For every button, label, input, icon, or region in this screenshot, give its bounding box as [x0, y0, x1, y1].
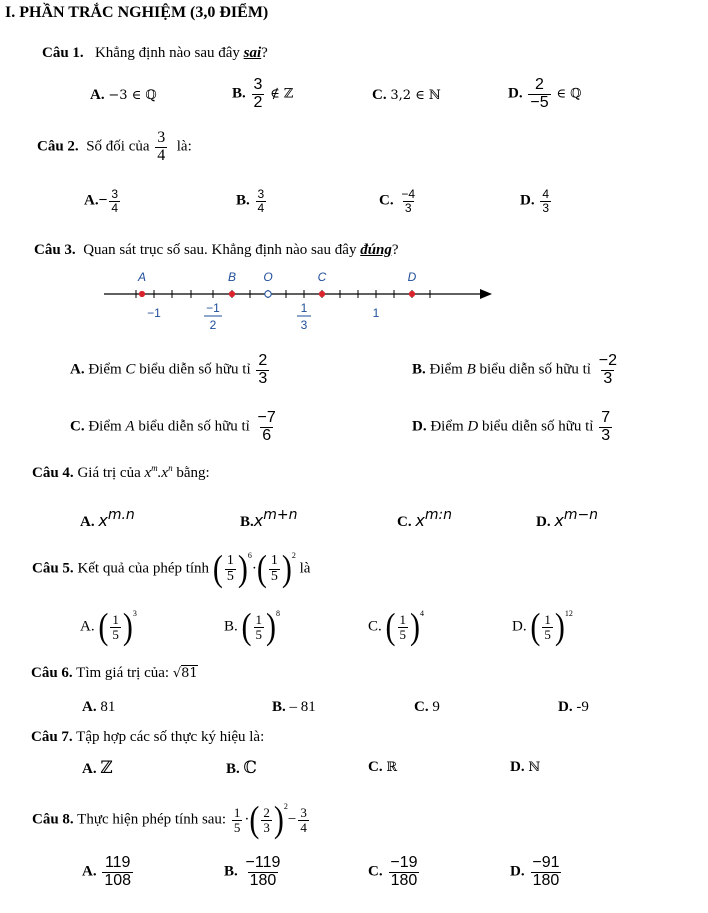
- fraction: $\frac{1}{5}$: [233, 804, 241, 835]
- power-expression: ( $\frac{1}{5}$ ) $^4$: [385, 605, 425, 647]
- q6-option-a[interactable]: A. 81: [82, 699, 116, 715]
- point-label-B: B: [227, 270, 237, 284]
- power-expression: ( $\frac{1}{5}$ ) $^3$: [98, 605, 137, 647]
- q6-option-d[interactable]: D. -9: [558, 699, 589, 715]
- point-marker-D: [409, 291, 414, 296]
- power-expression: ( $\frac{1}{5}$ ) $^{12}$: [530, 605, 573, 647]
- q3-stem: Câu 3. Quan sát trục số sau. Khẳng định nào sau đây đúng?: [34, 242, 399, 258]
- q7-label: Câu 7.: [31, 729, 73, 745]
- point-marker-C: [319, 291, 324, 296]
- q4-label: Câu 4.: [32, 465, 74, 481]
- q1-option-a[interactable]: A. −3 ∈ ℚ: [90, 87, 157, 103]
- point-marker-O: [265, 291, 271, 297]
- q5-option-a[interactable]: A. ( $\frac{1}{5}$ ) $^3$: [80, 605, 137, 647]
- tick-label-minus-one: −1: [147, 306, 161, 320]
- q8-option-d[interactable]: D. $\frac{-91}{180}$: [510, 854, 560, 889]
- q2-stem: Câu 2. Số đối của $\frac{3}{4}$ là:: [37, 129, 192, 164]
- fraction: $\frac{3}{4}$: [257, 187, 265, 215]
- q5-label: Câu 5.: [32, 560, 74, 577]
- q1-label: Câu 1.: [42, 45, 84, 61]
- q6-option-b[interactable]: B. – 81: [272, 699, 316, 715]
- fraction: $\frac{-91}{180}$: [532, 854, 560, 889]
- fraction: $\frac{3}{4}$: [111, 187, 119, 215]
- q4-option-b[interactable]: $B.x^{m+n}$: [240, 507, 298, 530]
- q8-option-b[interactable]: B. $\frac{-119}{180}$: [224, 854, 281, 889]
- sqrt-expression: √81: [172, 666, 198, 681]
- fraction: $\frac{2}{3}$: [258, 352, 268, 387]
- point-marker-B: [229, 291, 234, 296]
- power-expression: ( $\frac{1}{5}$ ) $^8$: [241, 605, 281, 647]
- tick-label-half-den: 2: [209, 318, 217, 332]
- q7-stem: Câu 7. Tập hợp các số thực ký hiệu là:: [31, 729, 265, 745]
- fraction: $\frac{-2}{3}$: [598, 352, 617, 387]
- q7-option-b[interactable]: B. ℂ: [226, 758, 258, 778]
- q6-label: Câu 6.: [31, 665, 73, 681]
- fraction: $\frac{7}{3}$: [601, 409, 611, 444]
- q5-option-c[interactable]: C. ( $\frac{1}{5}$ ) $^4$: [368, 605, 425, 647]
- q8-option-c[interactable]: C. $\frac{-19}{180}$: [368, 854, 418, 889]
- fraction: $\frac{119}{108}$: [104, 854, 132, 889]
- q7-option-a[interactable]: A. ℤ: [82, 758, 113, 778]
- q8-label: Câu 8.: [32, 811, 74, 828]
- point-label-C: C: [317, 270, 327, 284]
- q5-option-d[interactable]: D. ( $\frac{1}{5}$ ) $^{12}$: [512, 605, 573, 647]
- q6-option-c[interactable]: C. 9: [414, 699, 440, 715]
- fraction: $\frac{3}{2}$: [253, 76, 263, 111]
- q3-label: Câu 3.: [34, 242, 76, 258]
- q7-option-c[interactable]: C. ℝ: [368, 759, 398, 775]
- point-label-D: D: [407, 270, 417, 284]
- q3-emphasis: đúng: [360, 242, 392, 258]
- q1-option-b[interactable]: B. $\frac{3}{2}$ ∉ ℤ: [232, 76, 294, 111]
- fraction: $\frac{-119}{180}$: [245, 854, 281, 889]
- q3-option-c[interactable]: C. Điểm A biểu diễn số hữu tỉ $\frac{-7}{6}$: [70, 409, 276, 444]
- point-marker-A: [139, 291, 144, 296]
- power-expression: ( $\frac{1}{5}$ ) $^2$: [256, 547, 296, 590]
- q1-stem: Câu 1. Khẳng định nào sau đây sai?: [42, 45, 268, 61]
- q3-option-b[interactable]: B. Điểm B biểu diễn số hữu tỉ $\frac{-2}{3}$: [412, 352, 617, 387]
- q3-option-d[interactable]: D. Điểm D biểu diễn số hữu tỉ $\frac{7}{3}$: [412, 409, 611, 444]
- point-label-A: A: [137, 270, 147, 284]
- power-expression: ( $\frac{1}{5}$ ) $^6$: [212, 547, 252, 590]
- number-line: [100, 268, 500, 336]
- axis-points: [137, 270, 417, 297]
- tick-label-one: 1: [372, 306, 380, 320]
- q4-option-c[interactable]: C. $x^{m:n}$: [397, 507, 453, 530]
- fraction: $\frac{3}{4}$: [300, 804, 307, 835]
- q8-stem: Câu 8. Thực hiện phép tính sau: $\frac{1}{5}$ · ( $\frac{2}{3}$ ) $^2$ − $\frac{3}{4}$: [32, 798, 307, 840]
- q2-option-c[interactable]: C. $\frac{-4}{3}$: [379, 187, 416, 215]
- q4-expression: $x^m.x^n$: [144, 463, 173, 481]
- point-label-O: O: [263, 270, 273, 284]
- tick-label-third-num: 1: [300, 301, 308, 315]
- tick-label-half-num: −1: [206, 301, 220, 315]
- q5-stem: Câu 5. Kết quả của phép tính ( $\frac{1}{5}$ ) $^6$ · ( $\frac{1}{5}$ ) $^2$ là: [32, 547, 311, 590]
- q2-label: Câu 2.: [37, 138, 79, 155]
- q2-option-d[interactable]: D. $\frac{4}{3}$: [520, 187, 550, 215]
- q6-stem: Câu 6. Tìm giá trị của: √81: [31, 665, 198, 681]
- q3-option-a[interactable]: A. Điểm C biểu diễn số hữu tỉ $\frac{2}{3}$: [70, 352, 268, 387]
- q4-option-d[interactable]: D. $x^{m-n}$: [536, 507, 599, 530]
- q5-option-b[interactable]: B. ( $\frac{1}{5}$ ) $^8$: [224, 605, 281, 647]
- fraction: $\frac{-7}{6}$: [257, 409, 276, 444]
- fraction: $\frac{3}{4}$: [157, 129, 166, 164]
- q1-text: Khẳng định nào sau đây: [94, 45, 244, 61]
- q1-emphasis: sai: [243, 45, 262, 61]
- q7-option-d[interactable]: D. ℕ: [510, 759, 541, 775]
- section-title: I. PHẦN TRẮC NGHIỆM (3,0 ĐIỂM): [5, 4, 269, 21]
- q1-option-d[interactable]: D. $\frac{2}{-5}$ ∈ ℚ: [508, 76, 582, 111]
- fraction: $\frac{-4}{3}$: [401, 187, 416, 215]
- axis-arrow: [480, 289, 492, 299]
- fraction: $\frac{4}{3}$: [542, 187, 550, 215]
- q4-stem: Câu 4. Giá trị của $x^m.x^n$ bằng:: [32, 463, 210, 481]
- fraction: $\frac{2}{-5}$: [530, 76, 549, 111]
- q2-option-a[interactable]: A.− $\frac{3}{4}$: [84, 187, 119, 215]
- q1-option-c[interactable]: C. 3,2 ∈ ℕ: [372, 87, 441, 103]
- q4-option-a[interactable]: A. $x^{m.n}$: [80, 507, 135, 530]
- q2-option-b[interactable]: B. $\frac{3}{4}$: [236, 187, 265, 215]
- power-expression: ( $\frac{2}{3}$ ) $^2$: [249, 798, 288, 840]
- tick-label-third-den: 3: [300, 318, 308, 332]
- fraction: $\frac{-19}{180}$: [390, 854, 418, 889]
- q8-option-a[interactable]: A. $\frac{119}{108}$: [82, 854, 132, 889]
